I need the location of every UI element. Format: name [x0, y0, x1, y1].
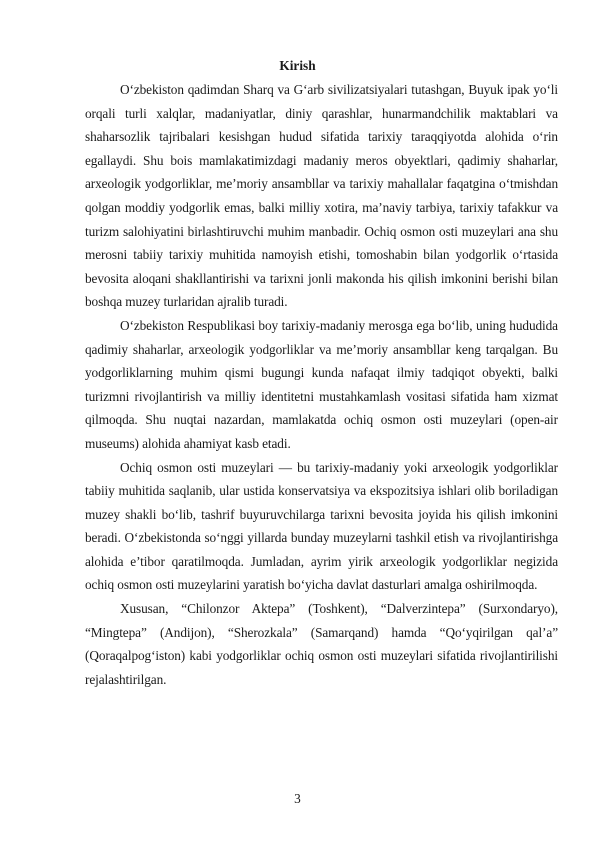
paragraph-1: O‘zbekiston qadimdan Sharq va G‘arb sivilizatsiyalari tutashgan, Buyuk ipak yo‘li orqali turli xalqlar, madaniyatlar, diniy qarashlar, hunarmandchilik maktablari va shaharsozlik tajribalari kesishgan hudud sifatida tarixiy taraqqiyotda alohida o‘rin egallaydi. Shu bois mamlakatimizdagi madaniy meros obyektlari, qadimiy shaharlar, arxeologik yodgorliklar, me’moriy ansambllar va tarixiy mahallalar faqatgina o‘tmishdan qolgan moddiy yodgorlik emas, balki milliy xotira, ma’naviy tarbiya, tarixiy tafakkur va turizm salohiyatini birlashtiruvchi muhim manbadir. Ochiq osmon osti muzeylari ana shu merosni tabiiy tarixiy muhitida namoyish etishi, tomoshabin bilan yodgorlik o‘rtasida bevosita aloqani shakllantirishi va tarixni jonli makonda his qilish imkonini berishi bilan boshqa muzey turlaridan ajralib turadi. [85, 82, 558, 310]
paragraph-4: Xususan, “Chilonzor Aktepa” (Toshkent), “Dalverzintepa” (Surxondaryo), “Mingtepa” (Andijon), “Sherozkala” (Samarqand) hamda “Qo‘yqirilgan qal’a” (Qoraqalpog‘iston) kabi yodgorliklar ochiq osmon osti muzeylari sifatida rivojlantirilishi rejalashtirilgan. [85, 601, 558, 687]
paragraph-3: Ochiq osmon osti muzeylari — bu tarixiy-madaniy yoki arxeologik yodgorliklar tabiiy muhitida saqlanib, ular ustida konservatsiya va ekspozitsiya ishlari olib boriladigan muzey shakli bo‘lib, tashrif buyuruvchilarga tarixni bevosita joyida his qilish imkonini beradi. O‘zbekistonda so‘nggi yillarda bunday muzeylarni tashkil etish va rivojlantirishga alohida e’tibor qaratilmoqda. Jumladan, ayrim yirik arxeologik yodgorliklar negizida ochiq osmon osti muzeylarini yaratish bo‘yicha davlat dasturlari amalga oshirilmoqda. [85, 459, 558, 593]
paragraph-2: O‘zbekiston Respublikasi boy tarixiy-madaniy merosga ega bo‘lib, uning hududida qadimiy shaharlar, arxeologik yodgorliklar va me’moriy ansambllar keng tarqalgan. Bu yodgorliklarning muhim qismi bugungi kunda nafaqat ilmiy tadqiqot obyekti, balki turizmni rivojlantirish va milliy identitetni mustahkamlash vositasi sifatida ham xizmat qilmoqda. Shu nuqtai nazardan, mamlakatda ochiq osmon osti muzeylari (open-air museums) alohida ahamiyat kasb etadi. [85, 317, 558, 451]
page-number: 3 [294, 791, 301, 806]
body-text [85, 78, 558, 691]
section-title: Kirish [279, 58, 316, 73]
